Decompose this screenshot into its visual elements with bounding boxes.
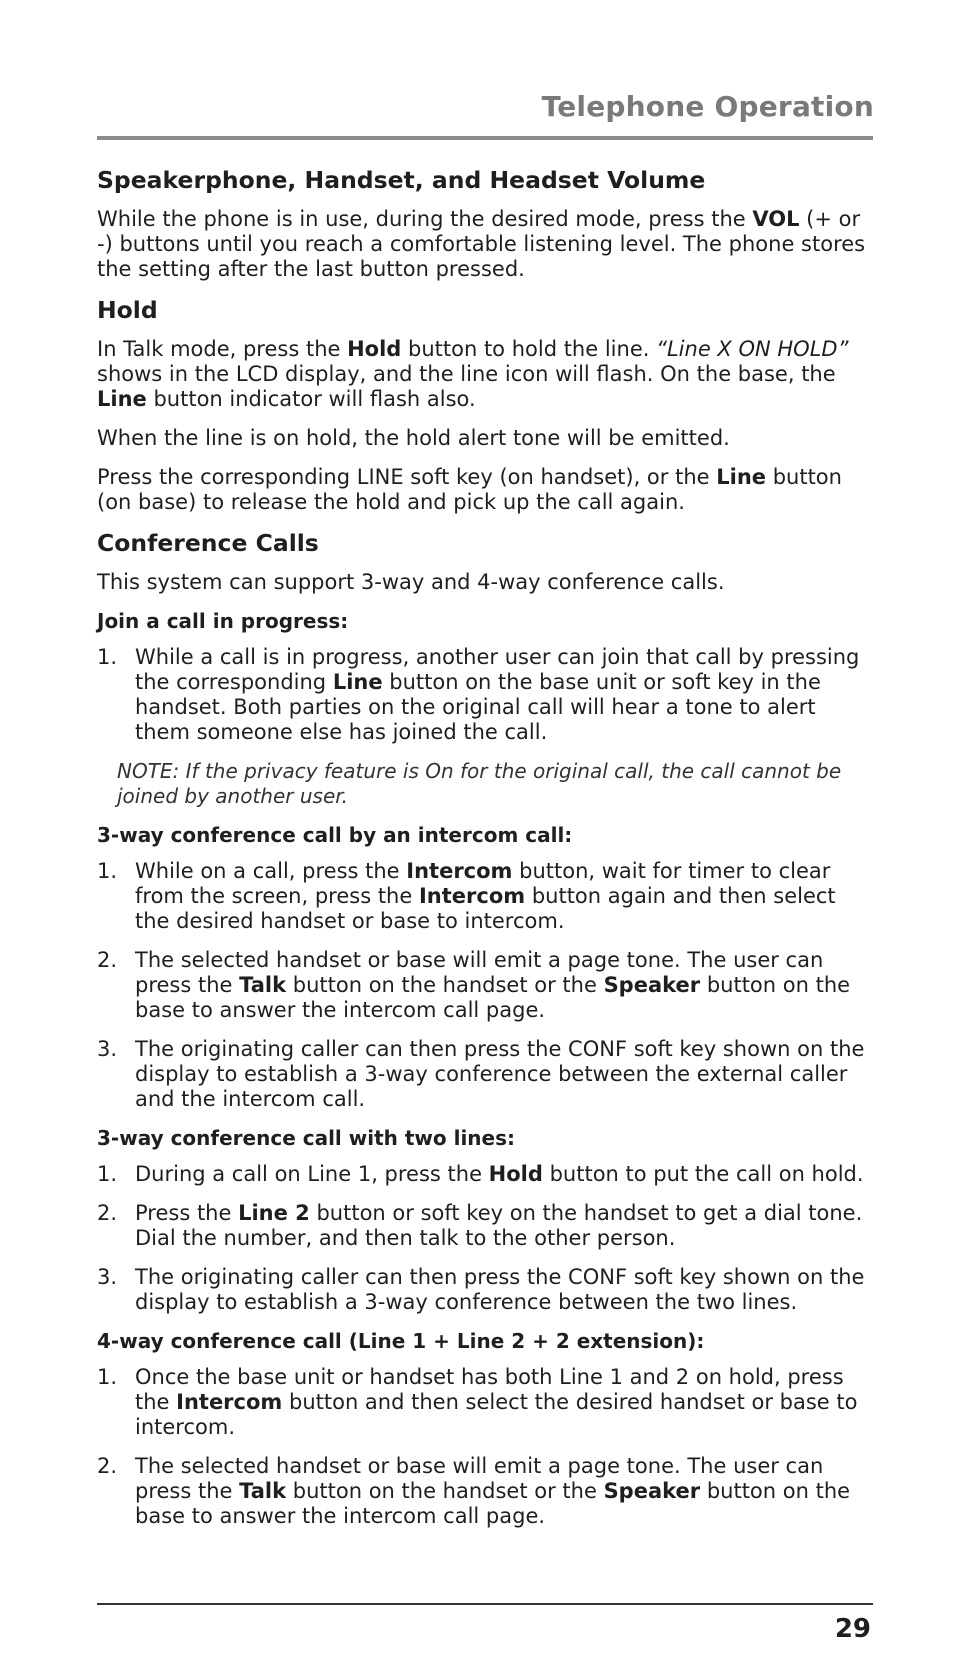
paragraph-hold-2: When the line is on hold, the hold alert tone will be emitted. (97, 426, 730, 450)
list-item: 1. During a call on Line 1, press the Hold button to put the call on hold. (97, 1162, 864, 1186)
list-item: 2. Press the Line 2 button or soft key on the handset to get a dial tone. Dial the number, and then talk to the other person. (97, 1201, 863, 1250)
heading-conference: Conference Calls (97, 529, 319, 557)
subheading-join: Join a call in progress: (97, 609, 349, 633)
heading-hold: Hold (97, 296, 158, 324)
paragraph-conference-intro: This system can support 3-way and 4-way conference calls. (97, 570, 725, 594)
list-intercom (97, 859, 867, 1112)
list-item: 1. While a call is in progress, another user can join that call by pressing the corresponding Line button on the base unit or soft key in the handset. Both parties on the original call will hear a tone to alert them someone else has joined the call. (97, 645, 860, 744)
list-two-lines (97, 1162, 867, 1315)
list-four-way (97, 1365, 867, 1529)
note-privacy: NOTE: If the privacy feature is On for the original call, the call cannot be joined by another user. (117, 759, 842, 808)
list-item: 3. The originating caller can then press the CONF soft key shown on the display to establish a 3-way conference between the external caller and the intercom call. (97, 1037, 865, 1111)
list-item: 2. The selected handset or base will emit a page tone. The user can press the Talk button on the handset or the Speaker button on the base to answer the intercom call page. (97, 1454, 851, 1528)
list-item: 3. The originating caller can then press the CONF soft key shown on the display to establish a 3-way conference between the two lines. (97, 1265, 865, 1314)
list-item: 1. Once the base unit or handset has both Line 1 and 2 on hold, press the Intercom button and then select the desired handset or base to intercom. (97, 1365, 858, 1439)
list-item: 1. While on a call, press the Intercom button, wait for timer to clear from the screen, press the Intercom button again and then select the desired handset or base to intercom. (97, 859, 836, 933)
paragraph-volume: While the phone is in use, during the desired mode, press the VOL (+ or -) buttons until you reach a comfortable listening level. The phone stores the setting after the last button pressed. (97, 207, 866, 281)
heading-volume: Speakerphone, Handset, and Headset Volume (97, 166, 706, 194)
paragraph-hold-1: In Talk mode, press the Hold button to hold the line. “Line X ON HOLD” shows in the LCD display, and the line icon will flash. On the base, the Line button indicator will flash also. (97, 337, 849, 411)
page-number: 29 (834, 1614, 871, 1644)
subheading-intercom: 3-way conference call by an intercom call: (97, 823, 573, 847)
subheading-four-way: 4-way conference call (Line 1 + Line 2 + 2 extension): (97, 1329, 705, 1353)
list-join (97, 645, 867, 745)
footer-rule (97, 1603, 873, 1605)
header-rule (97, 136, 873, 140)
subheading-two-lines: 3-way conference call with two lines: (97, 1126, 515, 1150)
page-content (97, 166, 867, 1543)
list-item: 2. The selected handset or base will emit a page tone. The user can press the Talk button on the handset or the Speaker button on the base to answer the intercom call page. (97, 948, 851, 1022)
page-header-title: Telephone Operation (541, 90, 874, 123)
paragraph-hold-3: Press the corresponding LINE soft key (on handset), or the Line button (on base) to release the hold and pick up the call again. (97, 465, 842, 514)
